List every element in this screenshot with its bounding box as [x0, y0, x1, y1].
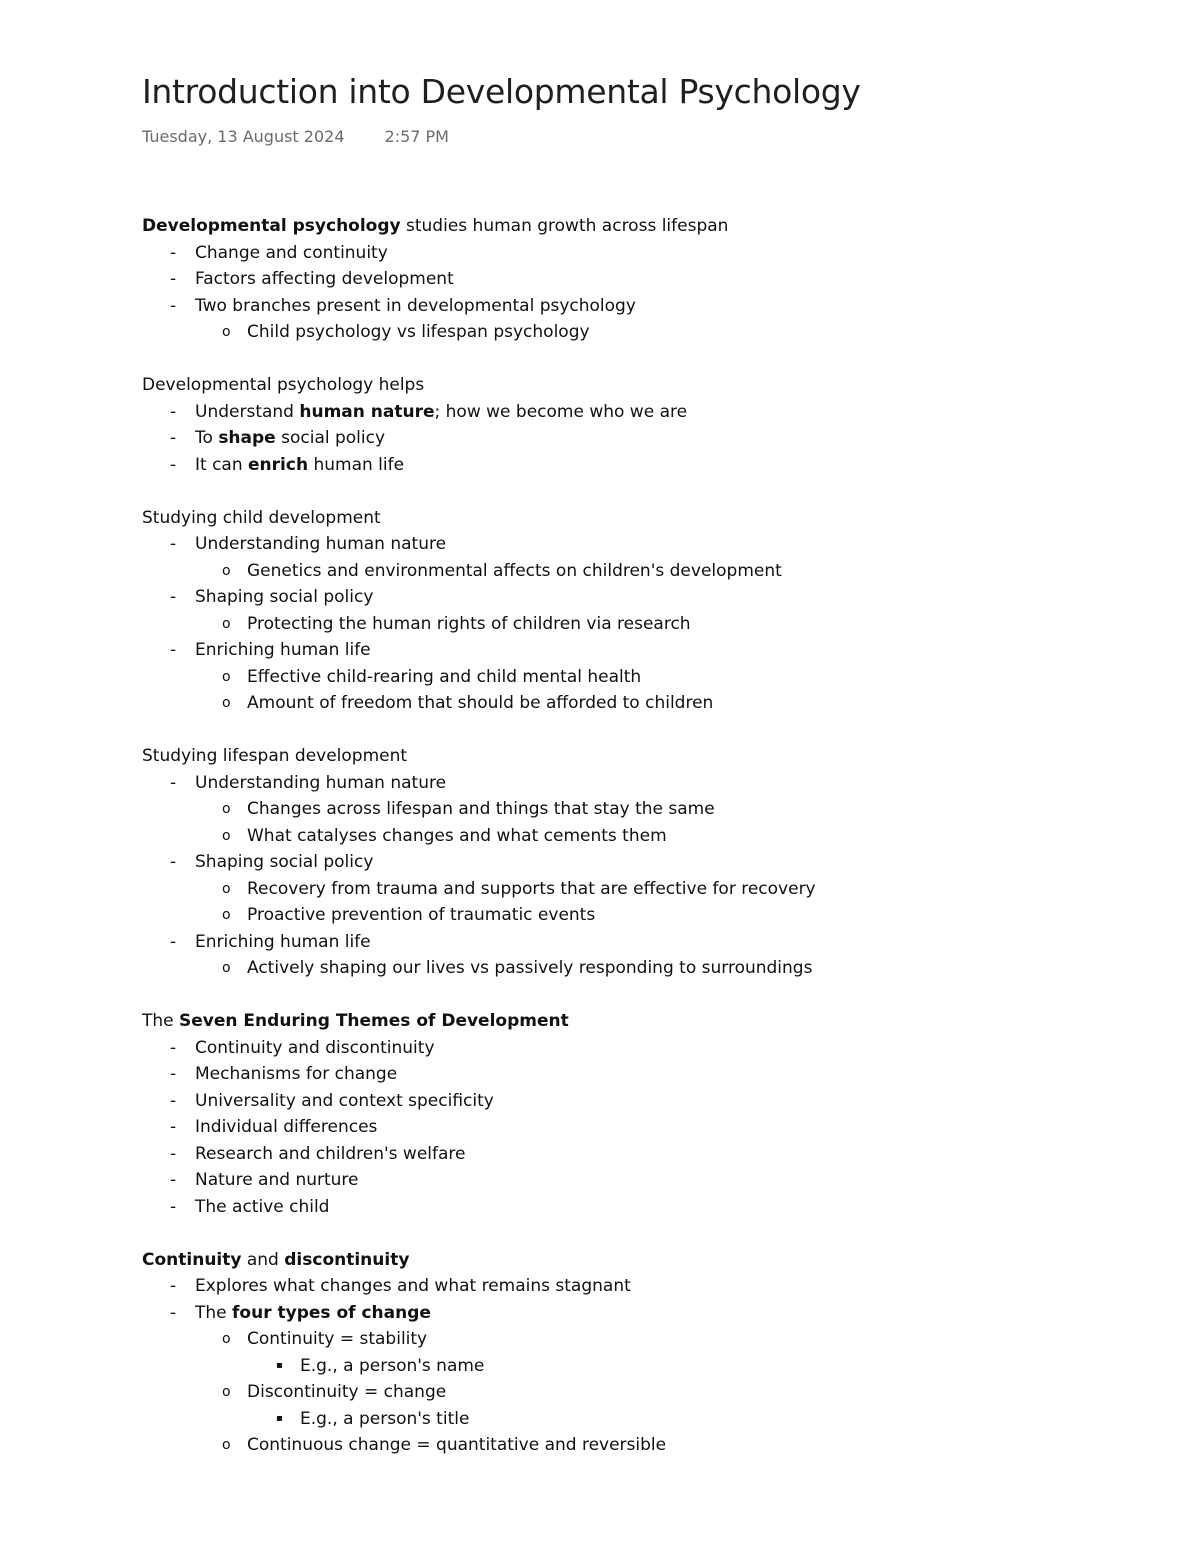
- text: Nature and nurture: [195, 1170, 359, 1190]
- text: Factors affecting development: [195, 269, 454, 289]
- bold-text: four types of change: [232, 1302, 431, 1323]
- list-item: [142, 1194, 1152, 1221]
- page-meta: [142, 127, 449, 146]
- list-item: [142, 1326, 1152, 1353]
- dash-bullet-icon: -: [170, 454, 177, 475]
- text: Understanding human nature: [195, 772, 447, 793]
- list-item: [142, 929, 1152, 956]
- list-item: [142, 293, 1152, 320]
- circle-bullet-icon: o: [222, 907, 231, 923]
- text: Change and continuity: [195, 242, 388, 263]
- bold-text: human nature: [299, 401, 435, 422]
- circle-bullet-icon: o: [222, 827, 231, 844]
- text: Mechanisms for change: [195, 1064, 398, 1084]
- dash-bullet-icon: -: [170, 269, 177, 289]
- text: Child psychology vs lifespan psychology: [247, 322, 590, 342]
- list-item: [142, 584, 1152, 611]
- text: Shaping social policy: [195, 587, 374, 607]
- note-time: 2:57 PM: [384, 127, 449, 146]
- text: Understand: [195, 401, 300, 422]
- dash-bullet-icon: -: [170, 1117, 177, 1137]
- text: Enriching human life: [195, 931, 371, 952]
- text: Continuity = stability: [247, 1329, 428, 1349]
- text: Explores what changes and what remains stagnant: [195, 1276, 631, 1296]
- list-item: [142, 1035, 1152, 1062]
- text: Research and children's welfare: [195, 1143, 466, 1164]
- list-item: [142, 955, 1152, 982]
- list-item: [142, 319, 1152, 346]
- text: Studying child development: [142, 507, 381, 528]
- list-item: [142, 1061, 1152, 1088]
- dash-bullet-icon: -: [170, 401, 177, 422]
- dash-bullet-icon: -: [170, 1143, 177, 1164]
- text: E.g., a person's name: [300, 1355, 485, 1376]
- text: What catalyses changes and what cements them: [247, 825, 667, 846]
- list-item: [142, 849, 1152, 876]
- list-item: [142, 876, 1152, 903]
- list-item: [142, 664, 1152, 691]
- text: Enriching human life: [195, 640, 371, 660]
- dash-bullet-icon: -: [170, 1196, 177, 1217]
- circle-bullet-icon: o: [222, 615, 231, 632]
- list-item: [142, 266, 1152, 293]
- text: Effective child-rearing and child mental health: [247, 666, 642, 687]
- bold-text: Developmental psychology: [142, 216, 401, 236]
- text: Protecting the human rights of children via research: [247, 613, 691, 634]
- text: To: [195, 428, 219, 448]
- text: Two branches present in developmental psychology: [195, 295, 636, 316]
- text: Changes across lifespan and things that stay the same: [247, 799, 715, 819]
- list-item: [142, 1379, 1152, 1406]
- text: The active child: [195, 1196, 330, 1217]
- bold-text: shape: [218, 428, 276, 448]
- section-heading: [142, 505, 1152, 532]
- list-item: [142, 796, 1152, 823]
- circle-bullet-icon: o: [222, 668, 231, 685]
- text: Studying lifespan development: [142, 746, 408, 766]
- dash-bullet-icon: -: [170, 1037, 177, 1058]
- page-title: Introduction into Developmental Psychology: [142, 72, 861, 111]
- text: Recovery from trauma and supports that are effective for recovery: [247, 878, 816, 899]
- square-bullet-icon: ▪: [276, 1359, 283, 1371]
- list-item: [142, 399, 1152, 426]
- dash-bullet-icon: -: [170, 295, 177, 316]
- text: studies human growth across lifespan: [400, 216, 729, 236]
- list-item: [142, 690, 1152, 717]
- section-lifespan-development: [142, 743, 1152, 982]
- dash-bullet-icon: -: [170, 587, 177, 607]
- dash-bullet-icon: -: [170, 1064, 177, 1084]
- list-item: [142, 1167, 1152, 1194]
- list-item: [142, 1114, 1152, 1141]
- bold-text: Seven Enduring Themes of Development: [179, 1011, 569, 1031]
- list-item: [142, 1432, 1152, 1459]
- list-item: [142, 1300, 1152, 1327]
- section-devpsych-helps: [142, 372, 1152, 478]
- text: Continuous change = quantitative and reversible: [247, 1435, 667, 1455]
- circle-bullet-icon: o: [222, 1437, 231, 1453]
- text: ; how we become who we are: [434, 401, 688, 422]
- text: It can: [195, 454, 249, 475]
- list-item: [142, 452, 1152, 479]
- section-heading: [142, 372, 1152, 399]
- dash-bullet-icon: -: [170, 428, 177, 448]
- text: human life: [308, 454, 405, 475]
- note-date: Tuesday, 13 August 2024: [142, 127, 345, 146]
- circle-bullet-icon: o: [222, 562, 231, 579]
- section-continuity-discontinuity: [142, 1247, 1152, 1459]
- section-child-development: [142, 505, 1152, 717]
- dash-bullet-icon: -: [170, 1090, 177, 1111]
- text: Developmental psychology helps: [142, 375, 425, 395]
- text: Continuity and discontinuity: [195, 1037, 435, 1058]
- square-bullet-icon: ▪: [276, 1412, 283, 1424]
- list-item: [142, 902, 1152, 929]
- circle-bullet-icon: o: [222, 1384, 231, 1400]
- text: The: [195, 1302, 233, 1323]
- list-item: [142, 611, 1152, 638]
- dash-bullet-icon: -: [170, 931, 177, 952]
- text: E.g., a person's title: [300, 1408, 470, 1429]
- list-item: [142, 558, 1152, 585]
- text: Universality and context specificity: [195, 1090, 494, 1111]
- bold-text: Continuity: [142, 1249, 242, 1270]
- text: Amount of freedom that should be afforded to children: [247, 693, 714, 713]
- text: Individual differences: [195, 1117, 378, 1137]
- circle-bullet-icon: o: [222, 801, 231, 817]
- text: Actively shaping our lives vs passively responding to surroundings: [247, 958, 813, 978]
- list-item: [142, 531, 1152, 558]
- text: Proactive prevention of traumatic events: [247, 905, 596, 925]
- bold-text: enrich: [248, 454, 309, 475]
- list-item: [142, 425, 1152, 452]
- dash-bullet-icon: -: [170, 1276, 177, 1296]
- section-heading: [142, 1247, 1152, 1274]
- dash-bullet-icon: -: [170, 1170, 177, 1190]
- dash-bullet-icon: -: [170, 852, 177, 872]
- section-seven-themes: [142, 1008, 1152, 1220]
- dash-bullet-icon: -: [170, 242, 177, 263]
- circle-bullet-icon: o: [222, 1331, 231, 1347]
- dash-bullet-icon: -: [170, 772, 177, 793]
- list-item: [142, 1353, 1152, 1380]
- list-item: [142, 770, 1152, 797]
- section-heading: [142, 1008, 1152, 1035]
- list-item: [142, 1141, 1152, 1168]
- circle-bullet-icon: o: [222, 880, 231, 897]
- circle-bullet-icon: o: [222, 960, 231, 976]
- dash-bullet-icon: -: [170, 640, 177, 660]
- dash-bullet-icon: -: [170, 534, 177, 554]
- section-devpsych-intro: [142, 213, 1152, 346]
- text: social policy: [275, 428, 386, 448]
- section-heading: [142, 743, 1152, 770]
- text: Shaping social policy: [195, 852, 374, 872]
- list-item: [142, 1273, 1152, 1300]
- list-item: [142, 823, 1152, 850]
- list-item: [142, 240, 1152, 267]
- bold-text: discontinuity: [284, 1249, 410, 1270]
- list-item: [142, 637, 1152, 664]
- list-item: [142, 1406, 1152, 1433]
- text: Understanding human nature: [195, 534, 447, 554]
- list-item: [142, 1088, 1152, 1115]
- section-heading: [142, 213, 1152, 240]
- dash-bullet-icon: -: [170, 1302, 177, 1323]
- text: and: [241, 1249, 285, 1270]
- circle-bullet-icon: o: [222, 324, 231, 340]
- note-body: [142, 213, 1152, 1485]
- text: Discontinuity = change: [247, 1382, 447, 1402]
- circle-bullet-icon: o: [222, 695, 231, 711]
- text: Genetics and environmental affects on children's development: [247, 560, 782, 581]
- text: The: [142, 1011, 180, 1031]
